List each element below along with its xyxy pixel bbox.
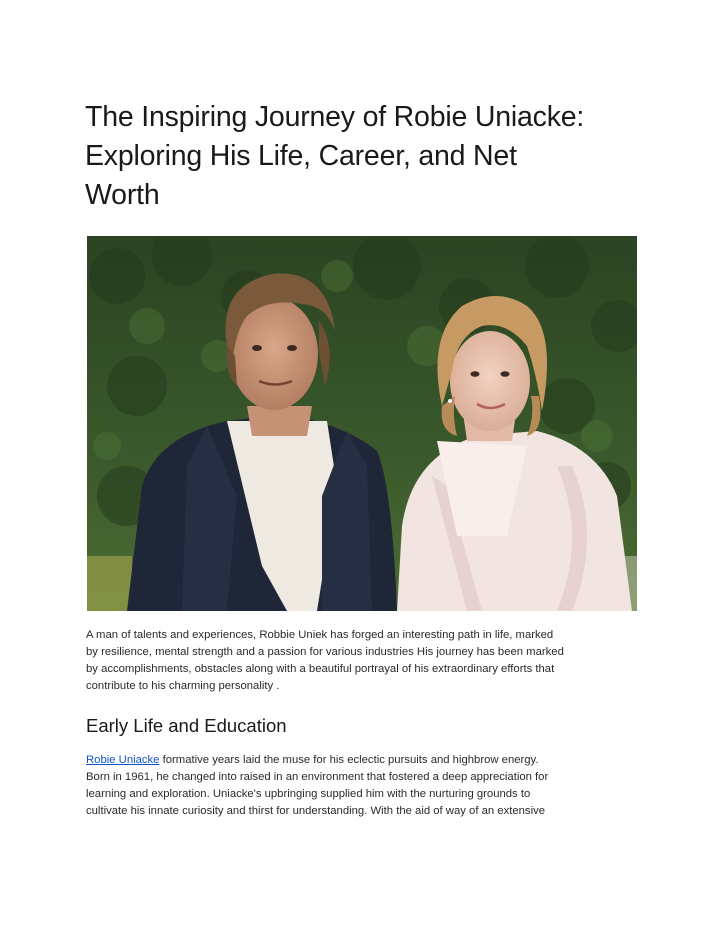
section-line: cultivate his innate curiosity and thirst for understanding. With the aid of way of an extensive [86,805,546,817]
intro-line: A man of talents and experiences, Robbie Uniek has forged an interesting path in life, marked [86,629,554,641]
intro-line: contribute to his charming personality . [86,680,280,692]
article-title [85,98,655,215]
robie-uniacke-link[interactable]: Robie Uniacke [86,754,160,766]
title-line: The Inspiring Journey of Robie Uniacke: [85,101,585,133]
title-line: Exploring His Life, Career, and Net [85,140,517,172]
intro-line: by resilience, mental strength and a passion for various industries His journey has been marked [86,646,564,658]
title-line: Worth [85,179,160,211]
section-line-text: formative years laid the muse for his eclectic pursuits and highbrow energy. [159,754,539,766]
intro-line: by accomplishments, obstacles along with a beautiful portrayal of his extraordinary efforts that [86,663,555,675]
section-heading: Early Life and Education [86,715,287,736]
section-line [86,752,646,769]
section-line: Born in 1961, he changed into raised in an environment that fostered a deep appreciation for [86,771,549,783]
intro-paragraph [86,627,646,695]
section-line: learning and exploration. Uniacke's upbringing supplied him with the nurturing grounds to [86,788,531,800]
section-paragraph [86,752,646,820]
article-photo [87,236,637,611]
